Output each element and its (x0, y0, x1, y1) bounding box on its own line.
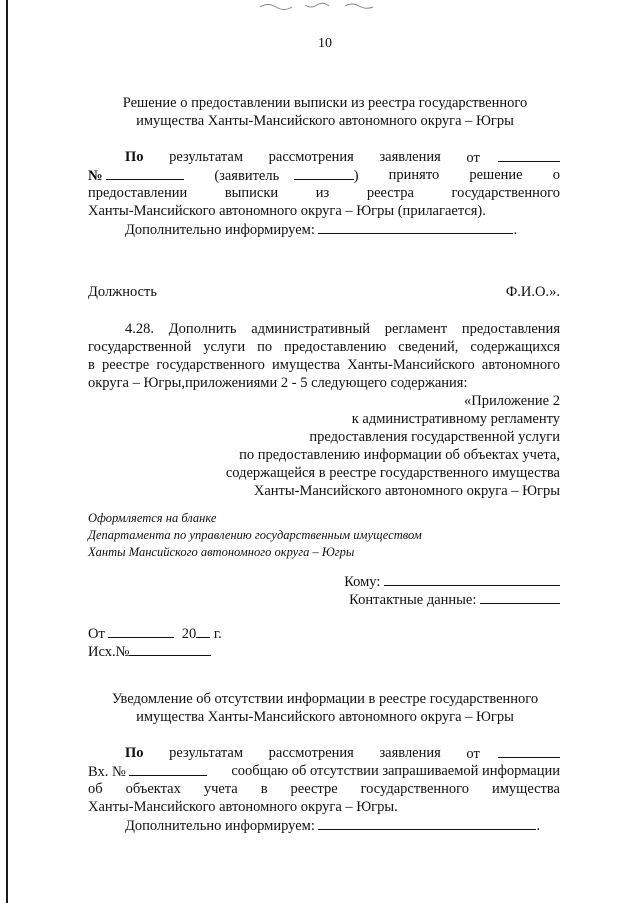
notice-title-line2: имущества Ханты-Мансийского автономного округа – Югры (136, 709, 514, 725)
ref-label: Исх.№ (88, 644, 130, 660)
amendment-line2: государственной услуги по предоставлению сведений, содержащихся (88, 339, 560, 355)
word: решение (469, 167, 523, 183)
info-blank (318, 220, 513, 234)
date-blank (108, 624, 174, 638)
incoming-blank (129, 762, 207, 776)
word: заявления (379, 745, 441, 761)
word: результатам (169, 745, 244, 761)
word: заявления (379, 149, 441, 165)
word: о (552, 167, 560, 183)
outgoing-ref (88, 642, 560, 661)
from-label: От (88, 626, 105, 642)
word: государственного (451, 185, 560, 201)
word: от (466, 150, 480, 166)
notice-line3 (88, 780, 560, 798)
paren-close: ) (353, 168, 359, 184)
word: из (315, 185, 330, 201)
year-label: 20 (181, 626, 197, 642)
info-blank (318, 816, 536, 830)
word: результатам (169, 149, 244, 165)
contact-blank (480, 590, 560, 604)
notice-text: сообщаю об отсутствии запрашиваемой информации (231, 763, 560, 779)
ref-blank (129, 642, 211, 656)
incoming-label: Вх. № (88, 764, 126, 780)
word: в (260, 781, 268, 797)
appendix-line2: к административному регламенту (351, 411, 560, 427)
word: По (125, 149, 144, 165)
applicant-blank (294, 166, 354, 180)
appendix-line3: предоставления государственной услуги (309, 429, 560, 445)
page-number: 10 (318, 36, 332, 51)
decision-title-line1: Решение о предоставлении выписки из реестра государственного (122, 95, 528, 111)
letterhead-line3: Ханты Мансийского автономного округа – Югры (88, 545, 355, 559)
word: имущества (491, 781, 560, 797)
word: учета (203, 781, 238, 797)
year-blank (196, 624, 210, 638)
outgoing-date (88, 624, 560, 643)
letterhead-line2: Департамента по управлению государственным имуществом (88, 528, 422, 542)
decision-line1 (125, 148, 560, 167)
word: рассмотрения (268, 745, 354, 761)
period: . (536, 818, 541, 834)
number-sign: № (88, 168, 103, 184)
word: реестра (366, 185, 414, 201)
number-blank (106, 166, 184, 180)
decision-title-line2: имущества Ханты-Мансийского автономного округа – Югры (136, 113, 514, 129)
word: предоставлении (88, 185, 188, 201)
to-blank (384, 572, 560, 586)
word: принято (388, 167, 440, 183)
notice-title-line1: Уведомление об отсутствии информации в реестре государственного (111, 691, 539, 707)
appendix-line4: по предоставлению информации об объектах учета, (239, 447, 560, 463)
amendment-line1: 4.28. Дополнить административный регламент предоставления (125, 321, 560, 337)
amendment-line3: в реестре государственного имущества Ханты-Мансийского автономного (88, 357, 560, 373)
signature-position: Должность (88, 284, 157, 300)
appendix-line5: содержащейся в реестре государственного имущества (225, 465, 560, 481)
applicant-label: (заявитель (214, 168, 280, 184)
signature-name: Ф.И.О.». (505, 284, 560, 300)
period: . (513, 222, 518, 238)
info-label: Дополнительно информируем: (125, 818, 315, 834)
decision-line5 (125, 220, 597, 239)
year-suffix: г. (213, 626, 222, 642)
word: По (125, 745, 144, 761)
decision-line2 (88, 166, 560, 185)
scan-edge-shadow (6, 0, 8, 903)
to-label: Кому: (344, 574, 381, 590)
appendix-line1: «Приложение 2 (464, 393, 560, 409)
date-blank (498, 148, 560, 162)
addressee-contact (88, 590, 560, 609)
word: реестре (290, 781, 338, 797)
word: государственного (360, 781, 470, 797)
contact-label: Контактные данные: (349, 592, 477, 608)
appendix-line6: Ханты-Мансийского автономного округа – Югры (253, 483, 560, 499)
notice-line4: Ханты-Мансийского автономного округа – Югры. (88, 799, 398, 815)
word: об (88, 781, 103, 797)
decision-line4: Ханты-Мансийского автономного округа – Югры (прилагается). (88, 203, 486, 219)
addressee-to (88, 572, 560, 591)
notice-line2 (88, 762, 560, 781)
info-label: Дополнительно информируем: (125, 222, 315, 238)
notice-line1 (125, 744, 560, 763)
word: от (466, 746, 480, 762)
amendment-line4: округа – Югры,приложениями 2 - 5 следующего содержания: (88, 375, 468, 391)
date-blank (498, 744, 560, 758)
scan-noise-mark (255, 0, 395, 12)
notice-line5 (125, 816, 597, 835)
decision-line3 (88, 184, 560, 202)
word: рассмотрения (268, 149, 354, 165)
word: выписки (224, 185, 279, 201)
word: объектах (125, 781, 181, 797)
letterhead-line1: Оформляется на бланке (88, 511, 217, 525)
